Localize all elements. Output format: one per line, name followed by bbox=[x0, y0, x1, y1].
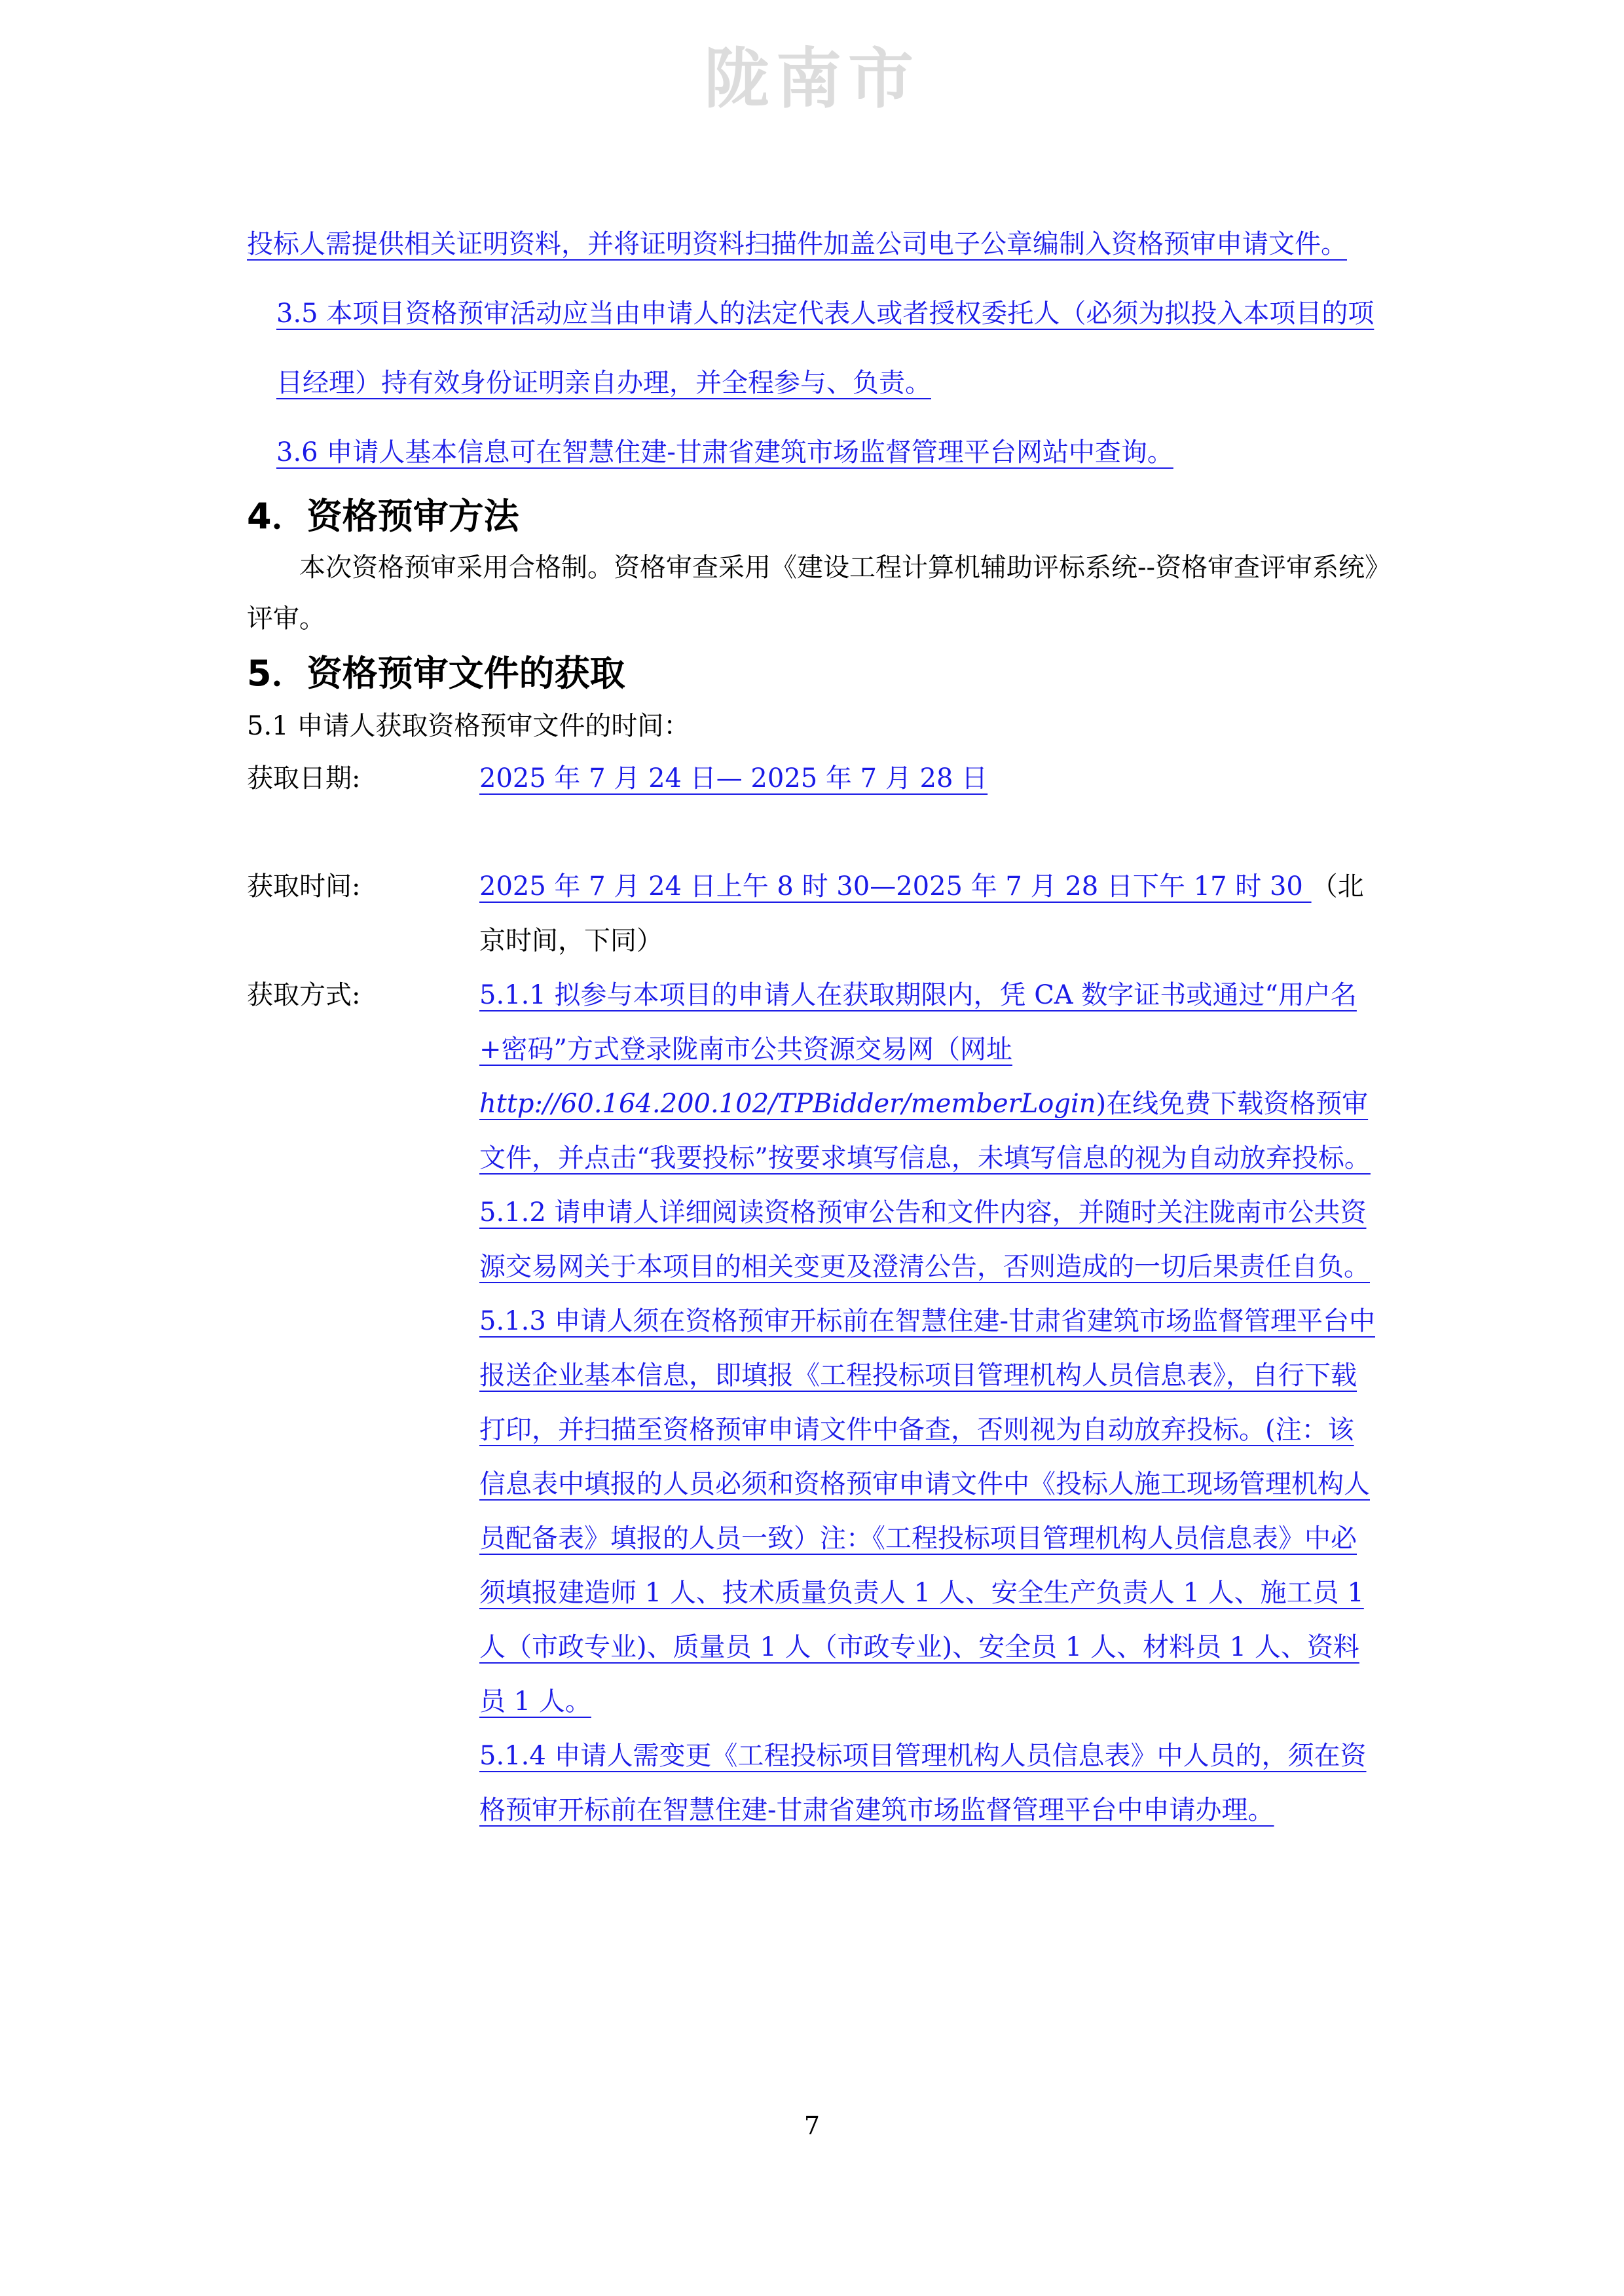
page-number: 7 bbox=[803, 2111, 821, 2140]
acquisition-method-label: 获取方式: bbox=[247, 980, 361, 1010]
method-5-1-2: 5.1.2 请申请人详细阅读资格预审公告和文件内容，并随时关注陇南市公共资源交易网关于本项目的相关变更及澄清公告，否则造成的一切后果责任自负。 bbox=[479, 1197, 1370, 1282]
acquisition-date-label: 获取日期: bbox=[247, 763, 361, 793]
acquisition-time-label: 获取时间: bbox=[247, 871, 361, 902]
paragraph-3-5: 3.5 本项目资格预审活动应当由申请人的法定代表人或者授权委托人（必须为拟投入本项目的项目经理）持有效身份证明亲自办理，并全程参与、负责。 bbox=[276, 299, 1375, 398]
document-body bbox=[247, 210, 1380, 1838]
section-5-heading: 5．资格预审文件的获取 bbox=[247, 653, 625, 694]
acquisition-time-row bbox=[247, 860, 1380, 968]
watermark: 陇南市 bbox=[704, 41, 920, 117]
paragraph-3-4-continued: 投标人需提供相关证明资料，并将证明资料扫描件加盖公司电子公章编制入资格预审申请文件。 bbox=[247, 229, 1347, 259]
acquisition-date-row bbox=[247, 752, 1380, 860]
method-5-1-1-text-a: 5.1.1 拟参与本项目的申请人在获取期限内，凭 CA 数字证书或通过“用户名+密码”方式登录陇南市公共资源交易网（网址 bbox=[479, 980, 1357, 1065]
acquisition-method-value bbox=[479, 968, 1380, 1838]
time-range: 2025 年 7 月 24 日上午 8 时 30—2025 年 7 月 28 日下午 17 时 30 bbox=[479, 871, 1312, 902]
method-5-1-3: 5.1.3 申请人须在资格预审开标前在智慧住建-甘肃省建筑市场监督管理平台中报送企业基本信息，即填报《工程投标项目管理机构人员信息表》，自行下载打印，并扫描至资格预审申请文件中备查，否则视为自动放弃投标。(注：该信息表中填报的人员必须和资格预审申请文件中《投标人施工现场管理机构人员配备表》填报的人员一致）注：《工程投标项目管理机构人员信息表》中必须填报建造师 1 人、技术质量负责人 1 人、安全生产负责人 1 人、施工员 1 人（市政专业)、质量员 1 人（市政专业)、安全员 1 人、材料员 1 人、资料员 1 人。 bbox=[479, 1306, 1376, 1717]
method-5-1-1 bbox=[479, 968, 1380, 1186]
paragraph-3-6: 3.6 申请人基本信息可在智慧住建-甘肃省建筑市场监督管理平台网站中查询。 bbox=[276, 437, 1173, 467]
acquisition-method-row bbox=[247, 968, 1380, 1838]
date-range: 2025 年 7 月 24 日— 2025 年 7 月 28 日 bbox=[479, 763, 988, 793]
acquisition-time-value bbox=[479, 860, 1380, 968]
section-5-1-subheading: 5.1 申请人获取资格预审文件的时间： bbox=[247, 711, 690, 741]
method-5-1-4: 5.1.4 申请人需变更《工程投标项目管理机构人员信息表》中人员的，须在资格预审开标前在智慧住建-甘肃省建筑市场监督管理平台中申请办理。 bbox=[479, 1741, 1367, 1825]
section-4-heading: 4．资格预审方法 bbox=[247, 496, 519, 537]
acquisition-date-value bbox=[479, 752, 1380, 860]
section-4-body: 本次资格预审采用合格制。资格审查采用《建设工程计算机辅助评标系统--资格审查评审系统》评审。 bbox=[247, 553, 1378, 634]
trading-site-link[interactable]: http://60.164.200.102/TPBidder/memberLogin bbox=[479, 1089, 1096, 1119]
time-zone-note: （北京时间，下同） bbox=[479, 871, 1364, 956]
method-5-1-1-text-b: )在线免费下载资格预审文件，并点击“我要投标”按要求填写信息，未填写信息的视为自动放弃投标。 bbox=[479, 1089, 1371, 1173]
